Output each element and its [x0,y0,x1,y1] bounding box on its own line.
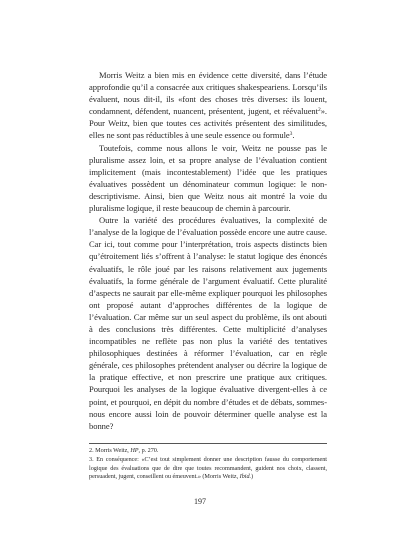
footnote-ref-3[interactable]: 3 [289,131,293,138]
paragraph-2: Toutefois, comme nous allons le voir, Weitz ne pousse pas le pluralisme assez loin, et sa propre analyse de l’évaluation contient implicitement (mais incontestablement) l’idée que les pratiques évaluatives possèdent un dénominateur commun logique: le non-descriptivisme. Ainsi, bien que Weitz nous ait montré la voie du pluralisme logique, il reste beaucoup de chemin à parcourir. [89,142,327,214]
body-text [89,69,327,432]
footnote-2-rest: , p. 270. [138,447,159,454]
footnote-2 [89,447,327,455]
paragraph-1-text: Morris Weitz a bien mis en évidence cette diversité, dans l’étude approfondie qu’il a consacrée aux critiques shakespeariens. Lorsqu’ils évaluent, nous dit-il, ils «font des choses très diverses: ils louent, condamnent, défendent, nuancent, présentent, jugent, et réévaluent [89,70,327,117]
paragraph-1-tail: ». Pour Weitz, bien que toutes ces activités présentent des similitudes, elles ne sont pas réductibles à une seule essence ou formule [89,106,327,141]
footnote-3-lead: 3. En conséquence: «C’est tout simplement donner une description fausse du comportement logique des évaluations que de dire que toutes recommandent, guident nos choix, classent, persuadent, jugent, conseillent ou émeuvent.» (Morris Weitz, [89,456,327,480]
paragraph-3: Outre la variété des procédures évaluatives, la complexité de l’analyse de la logique de l’évaluation possède encore une autre cause. Car ici, tout comme pour l’interprétation, trois aspects distincts bien qu’étroitement liés s’offrent à l’analyse: le statut logique des énoncés évaluatifs, le rôle joué par les raisons relativement aux jugements évaluatifs, la forme générale de l’argument évaluatif. Cette pluralité d’aspects ne saurait par elle-même expliquer pourquoi les philosophes ont proposé autant d’approches différentes de la logique de l’évaluation. Car même sur un seul aspect du problème, ils ont abouti à des conclusions très différentes. Cette multiplicité d’analyses incompatibles ne reflète pas non plus la variété des tentatives philosophiques destinées à réformer l’évaluation, car en règle générale, ces philosophes prétendent analyser ou décrire la logique de la pratique effective, et non prescrire une pratique aux critiques. Pourquoi les analyses de la logique évaluative divergent-elles à ce point, et pourquoi, en dépit du nombre d’études et de débats, sommes-nous encore aussi loin de pouvoir déterminer quelle analyse est la bonne? [89,215,327,431]
footnote-ref-2[interactable]: 2 [317,107,321,114]
footnote-3-ibid: Ibid. [239,472,252,480]
footnote-2-title: HP [130,447,139,454]
page-number: 197 [194,497,206,506]
footnotes [89,443,327,481]
paragraph-1 [89,69,327,142]
paragraph-1-end: . [292,130,295,141]
footnote-2-label: 2. Morris Weitz, [89,447,131,454]
footnote-separator [89,443,327,444]
footnote-3 [89,456,327,481]
footnote-3-end: ) [251,472,254,480]
